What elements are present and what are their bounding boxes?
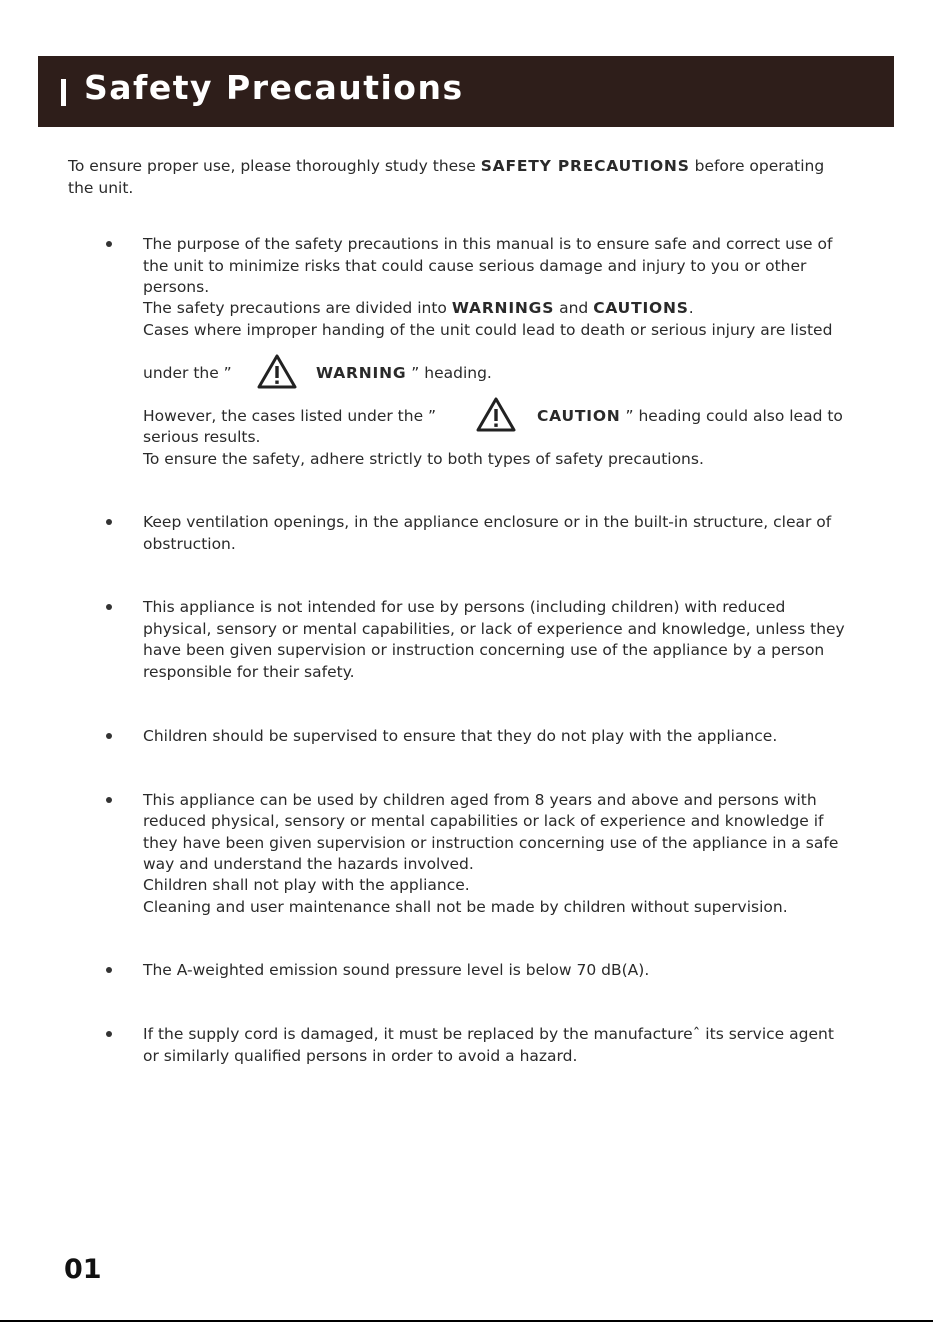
b1-line-7-pre: However, the cases listed under the ” [143, 407, 437, 425]
intro-line-1 [68, 156, 824, 177]
b7-line-2: or similarly qualified persons in order to avoid a hazard. [143, 1047, 578, 1065]
b1-and: and [554, 299, 594, 317]
b1-line-4 [143, 298, 694, 319]
b2-line-2: obstruction. [143, 535, 236, 553]
b1-line-7-post [537, 406, 843, 427]
b7-line-1: If the supply cord is damaged, it must be replaced by the manufactureˆ its service agent [143, 1025, 834, 1043]
footer-divider [0, 1320, 933, 1322]
warning-label: WARNING [316, 364, 407, 382]
b1-line-8: serious results. [143, 428, 261, 446]
bullet-point [106, 604, 112, 610]
b6-line-1: The A-weighted emission sound pressure level is below 70 dB(A). [143, 961, 650, 979]
b1-line-1: The purpose of the safety precautions in this manual is to ensure safe and correct use of [143, 235, 833, 253]
bullet-point [106, 797, 112, 803]
b5-line-2: reduced physical, sensory or mental capabilities or lack of experience and knowledge if [143, 812, 824, 830]
b3-line-4: responsible for their safety. [143, 663, 355, 681]
bullet-point [106, 1031, 112, 1037]
warning-triangle-icon [256, 353, 298, 390]
b5-line-6: Cleaning and user maintenance shall not be made by children without supervision. [143, 898, 788, 916]
b1-line-9: To ensure the safety, adhere strictly to both types of safety precautions. [143, 450, 704, 468]
b3-line-2: physical, sensory or mental capabilities, or lack of experience and knowledge, unless they [143, 620, 845, 638]
intro-text-post: before operating [689, 157, 825, 175]
b1-caution-text: ” heading could also lead to [620, 407, 843, 425]
b1-heading-text: ” heading. [406, 364, 492, 382]
b1-line-2: the unit to minimize risks that could cause serious damage and injury to you or other [143, 257, 807, 275]
intro-line-2: the unit. [68, 179, 134, 197]
b4-line-1: Children should be supervised to ensure that they do not play with the appliance. [143, 727, 778, 745]
b1-line-3: persons. [143, 278, 210, 296]
b1-line-6-pre: under the ” [143, 364, 232, 382]
bullet-point [106, 733, 112, 739]
page-title: Safety Precautions [84, 68, 464, 107]
bullet-point [106, 967, 112, 973]
page-header [38, 56, 894, 127]
b1-period: . [688, 299, 694, 317]
warnings-label: WARNINGS [451, 299, 555, 317]
b5-line-4: way and understand the hazards involved. [143, 855, 474, 873]
header-accent-bar [61, 79, 66, 106]
b2-line-1: Keep ventilation openings, in the appliance enclosure or in the built-in structure, clear of [143, 513, 832, 531]
caution-label: CAUTION [537, 407, 621, 425]
intro-bold: SAFETY PRECAUTIONS [480, 157, 690, 175]
b1-line-5: Cases where improper handing of the unit could lead to death or serious injury are listed [143, 321, 833, 339]
cautions-label: CAUTIONS [593, 299, 689, 317]
b5-line-1: This appliance can be used by children aged from 8 years and above and persons with [143, 791, 817, 809]
b3-line-3: have been given supervision or instruction concerning use of the appliance by a person [143, 641, 825, 659]
caution-triangle-icon [475, 396, 517, 433]
b3-line-1: This appliance is not intended for use by persons (including children) with reduced [143, 598, 786, 616]
intro-text: To ensure proper use, please thoroughly study these [68, 157, 481, 175]
page-number: 01 [64, 1254, 102, 1285]
bullet-point [106, 241, 112, 247]
b1-text: The safety precautions are divided into [143, 299, 452, 317]
b5-line-3: they have been given supervision or instruction concerning use of the appliance in a safe [143, 834, 839, 852]
bullet-point [106, 519, 112, 525]
b5-line-5: Children shall not play with the appliance. [143, 876, 470, 894]
b1-line-6-post [316, 363, 492, 384]
